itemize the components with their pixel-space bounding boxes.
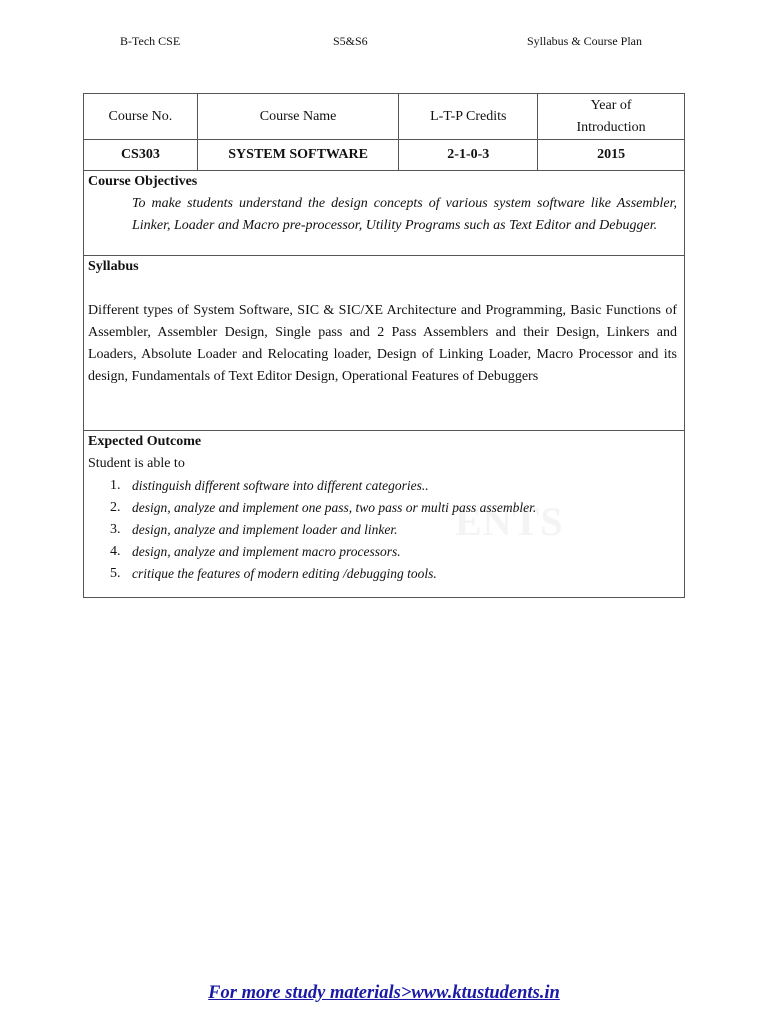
list-item — [88, 475, 679, 497]
outcome-title: Expected Outcome — [88, 434, 202, 449]
list-item — [88, 541, 679, 563]
list-item — [88, 563, 679, 585]
table-value-row — [84, 140, 685, 171]
list-item — [88, 497, 679, 519]
outcome-intro: Student is able to — [88, 456, 185, 471]
list-item — [88, 519, 679, 541]
table-header-row — [84, 94, 685, 140]
objectives-section — [84, 171, 685, 256]
list-item-number: 1. — [110, 478, 121, 493]
list-item-text: design, analyze and implement loader and linker. — [132, 522, 398, 537]
list-item-number: 5. — [110, 566, 121, 581]
objectives-title: Course Objectives — [88, 174, 198, 189]
course-name: SYSTEM SOFTWARE — [197, 140, 399, 171]
header-semester: S5&S6 — [333, 34, 368, 48]
column-header-course-name: Course Name — [197, 94, 399, 140]
outcome-row — [84, 431, 685, 598]
list-item-text: design, analyze and implement macro processors. — [132, 544, 401, 559]
column-header-credits: L-T-P Credits — [399, 94, 538, 140]
column-header-year — [538, 94, 685, 140]
list-item-text: distinguish different software into different categories.. — [132, 478, 429, 493]
list-item-number: 4. — [110, 544, 121, 559]
course-year: 2015 — [538, 140, 685, 171]
column-header-course-no: Course No. — [84, 94, 198, 140]
course-table — [83, 93, 685, 598]
objectives-text: To make students understand the design concepts of various system software like Assembler, Linker, Loader and Macro pre-processor, Utility Programs such as Text Editor and Debugger. — [132, 196, 677, 233]
course-number: CS303 — [84, 140, 198, 171]
syllabus-row — [84, 256, 685, 431]
syllabus-text: Different types of System Software, SIC & SIC/XE Architecture and Programming, Basic Functions of Assembler, Assembler Design, Single pass and 2 Pass Assemblers and their Design, Linkers and Loaders, Absolute Loader and Relocating loader, Design of Linking Loader, Macro Processor and its design, Fundamentals of Text Editor Design, Operational Features of Debuggers — [88, 303, 677, 384]
list-item-number: 3. — [110, 522, 121, 537]
list-item-number: 2. — [110, 500, 121, 515]
page-header — [0, 34, 768, 50]
objectives-row — [84, 171, 685, 256]
syllabus-section — [84, 256, 685, 431]
course-credits: 2-1-0-3 — [399, 140, 538, 171]
header-document-type: Syllabus & Course Plan — [527, 34, 643, 48]
header-program: B-Tech CSE — [120, 34, 181, 48]
watermark: ENTS — [455, 499, 564, 544]
list-item-text: design, analyze and implement one pass, two pass or multi pass assembler. — [132, 500, 537, 515]
outcome-section — [84, 431, 685, 598]
syllabus-title: Syllabus — [88, 259, 139, 274]
list-item-text: critique the features of modern editing /debugging tools. — [132, 566, 437, 581]
outcome-list — [88, 475, 679, 594]
study-materials-link[interactable]: For more study materials>www.ktustudents.in — [208, 983, 560, 1003]
column-header-year-label: Year of Introduction — [576, 97, 646, 135]
